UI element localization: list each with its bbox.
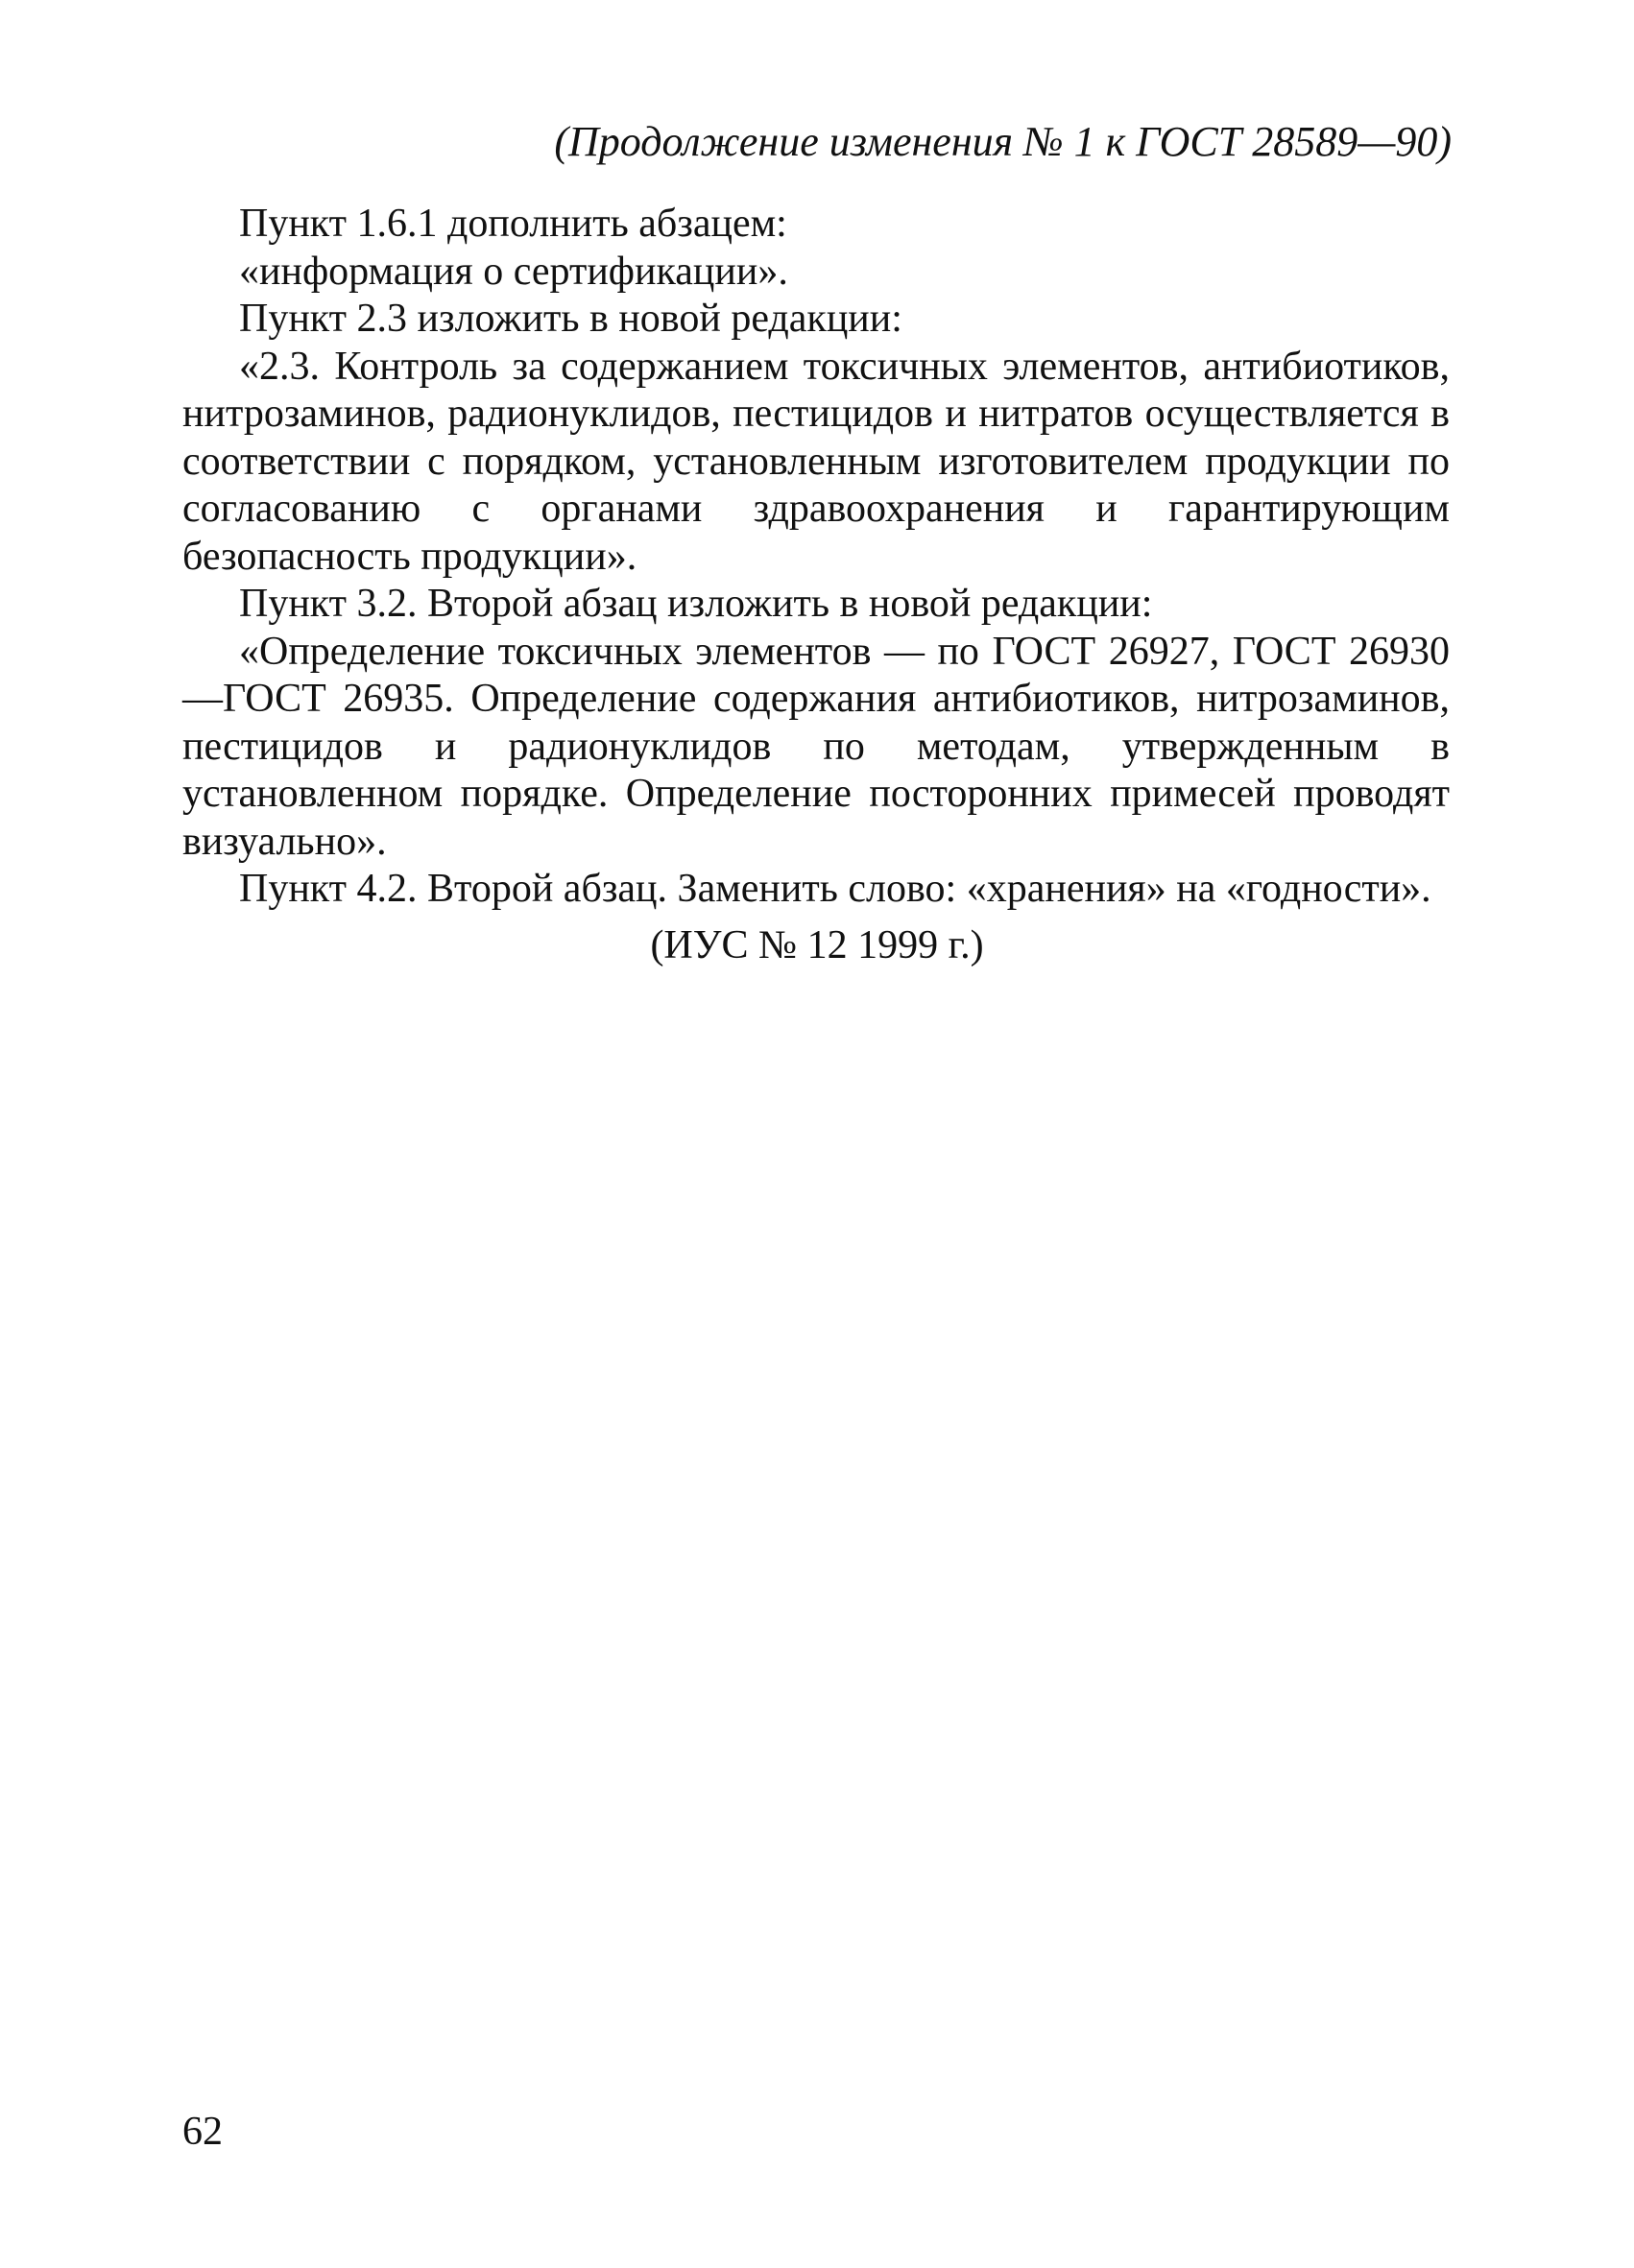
amendment-text xyxy=(182,201,1450,914)
paragraph-5: Пункт 3.2. Второй абзац изложить в новой редакции: xyxy=(239,582,1153,626)
paragraph-7: Пункт 4.2. Второй абзац. Заменить слово: «хранения» на «годности». xyxy=(239,867,1431,911)
paragraph-4: «2.3. Контроль за содержанием токсичных элементов, антибиотиков, нитрозаминов, радионуклидов, пестицидов и нитратов осуществляется в соответствии с порядком, установленным изготовителем продукции по согласованию с органами здравоохранения и гарантирующим безопасность продукции». xyxy=(182,344,1450,579)
paragraph-2: «информация о сертификации». xyxy=(239,249,788,294)
paragraph-1: Пункт 1.6.1 дополнить абзацем: xyxy=(239,202,787,246)
page-number: 62 xyxy=(182,2110,223,2154)
page-header: (Продолжение изменения № 1 к ГОСТ 28589—90) xyxy=(554,118,1452,165)
paragraph-6: «Определение токсичных элементов — по ГОСТ 26927, ГОСТ 26930—ГОСТ 26935. Определение содержания антибиотиков, нитрозаминов, пестицидов и радионуклидов по методам, утвержденным в установленном порядке. Определение посторонних примесей проводят визуально». xyxy=(182,629,1450,864)
paragraph-3: Пункт 2.3 изложить в новой редакции: xyxy=(239,297,902,341)
source-reference: (ИУС № 12 1999 г.) xyxy=(650,923,984,967)
